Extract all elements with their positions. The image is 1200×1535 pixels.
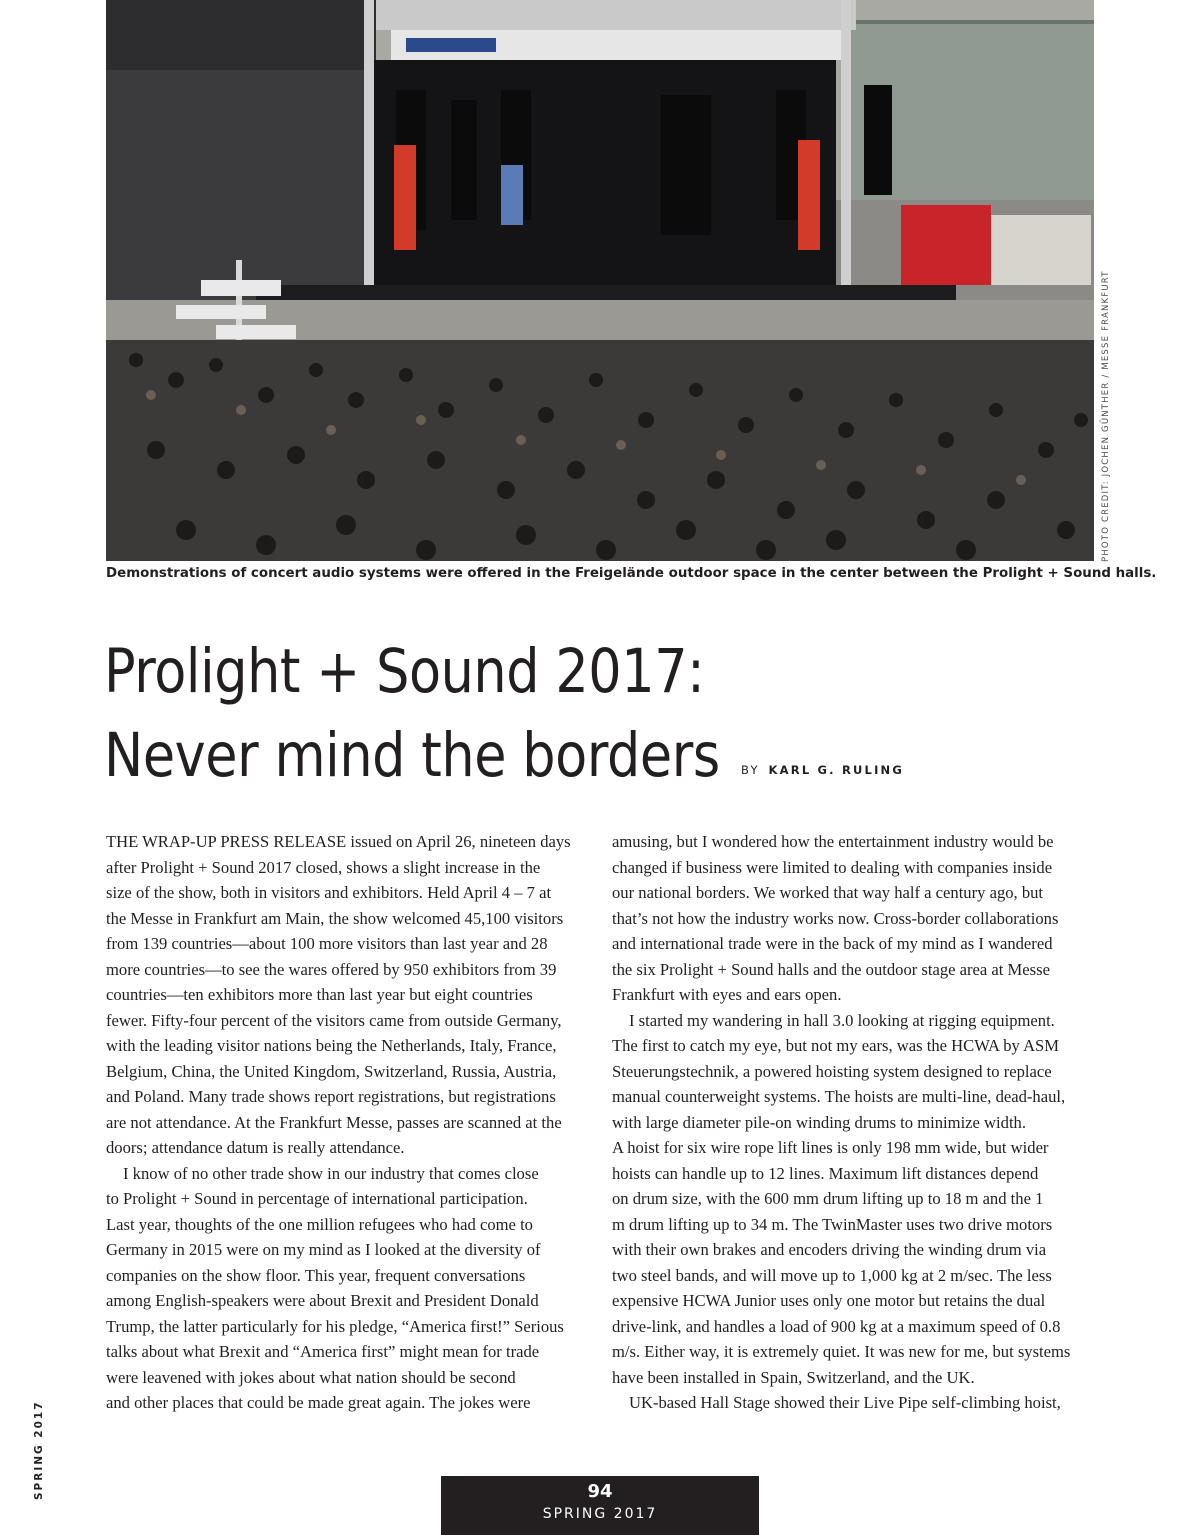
text-line: UK-based Hall Stage showed their Live Pipe self-climbing hoist, bbox=[629, 1393, 1061, 1412]
photo-caption: Demonstrations of concert audio systems were offered in the Freigelände outdoor space in the center between the Prolight + Sound halls. bbox=[106, 566, 1157, 581]
text-line: THE WRAP-UP PRESS RELEASE issued on April 26, nineteen days bbox=[106, 832, 571, 851]
text-line: two steel bands, and will move up to 1,000 kg at 2 m/sec. The less bbox=[612, 1265, 1052, 1285]
text-line: were leavened with jokes about what nation should be second bbox=[106, 1367, 516, 1387]
article-column-right bbox=[612, 829, 1097, 1416]
text-line: the Messe in Frankfurt am Main, the show welcomed 45,100 visitors bbox=[106, 908, 564, 928]
text-line: and international trade were in the back of my mind as I wandered bbox=[612, 934, 1053, 953]
text-line: Germany in 2015 were on my mind as I looked at the diversity of bbox=[106, 1240, 541, 1259]
text-line: fewer. Fifty-four percent of the visitors came from outside Germany, bbox=[106, 1010, 562, 1030]
text-line: to Prolight + Sound in percentage of international participation. bbox=[106, 1189, 528, 1208]
text-line: I started my wandering in hall 3.0 looking at rigging equipment. bbox=[629, 1010, 1055, 1030]
text-line: A hoist for six wire rope lift lines is only 198 mm wide, but wider bbox=[612, 1138, 1049, 1157]
author-name: KARL G. RULING bbox=[768, 763, 905, 777]
text-line: Frankfurt with eyes and ears open. bbox=[612, 985, 842, 1004]
text-line: I know of no other trade show in our industry that comes close bbox=[123, 1163, 539, 1183]
photo-credit: PHOTO CREDIT: JOCHEN GÜNTHER / MESSE FRANKFURT bbox=[1101, 270, 1111, 562]
article-title-line-1: Prolight + Sound 2017: bbox=[104, 636, 705, 707]
page-number: 94 bbox=[587, 1481, 613, 1502]
text-line: expensive HCWA Junior uses only one motor but retains the dual bbox=[612, 1291, 1046, 1310]
page-footer bbox=[441, 1476, 759, 1535]
byline-prefix: BY bbox=[741, 763, 760, 777]
text-line: on drum size, with the 600 mm drum lifting up to 18 m and the 1 bbox=[612, 1189, 1044, 1208]
text-line: have been installed in Spain, Switzerland, and the UK. bbox=[612, 1367, 975, 1387]
text-line: that’s not how the industry works now. Cross-border collaborations bbox=[612, 908, 1059, 928]
article-title-line-2: Never mind the borders bbox=[104, 720, 720, 791]
text-line: Belgium, China, the United Kingdom, Switzerland, Russia, Austria, bbox=[106, 1061, 557, 1081]
text-line: Steuerungstechnik, a powered hoisting system designed to replace bbox=[612, 1061, 1052, 1081]
text-line: doors; attendance datum is really attendance. bbox=[106, 1138, 405, 1157]
text-line: amusing, but I wondered how the entertainment industry would be bbox=[612, 832, 1054, 851]
text-line: with their own brakes and encoders driving the winding drum via bbox=[612, 1240, 1047, 1259]
text-line: m drum lifting up to 34 m. The TwinMaster uses two drive motors bbox=[612, 1214, 1053, 1234]
text-line: and other places that could be made great again. The jokes were bbox=[106, 1393, 531, 1412]
text-line: from 139 countries—about 100 more visitors than last year and 28 bbox=[106, 934, 548, 953]
text-line: changed if business were limited to dealing with companies inside bbox=[612, 857, 1053, 877]
text-line: more countries—to see the wares offered by 950 exhibitors from 39 bbox=[106, 959, 557, 979]
text-line: hoists can handle up to 12 lines. Maximum lift distances depend bbox=[612, 1163, 1039, 1183]
text-line: are not attendance. At the Frankfurt Messe, passes are scanned at the bbox=[106, 1112, 562, 1132]
side-issue-label: SPRING 2017 bbox=[33, 1400, 45, 1500]
text-line: our national borders. We worked that way half a century ago, but bbox=[612, 883, 1044, 902]
text-line: the six Prolight + Sound halls and the outdoor stage area at Messe bbox=[612, 959, 1050, 979]
text-line: size of the show, both in visitors and exhibitors. Held April 4 – 7 at bbox=[106, 883, 552, 902]
text-line: manual counterweight systems. The hoists are multi-line, dead-haul, bbox=[612, 1087, 1066, 1106]
article-photo bbox=[106, 0, 1094, 561]
text-line: drive-link, and handles a load of 900 kg at a maximum speed of 0.8 bbox=[612, 1316, 1061, 1336]
text-line: among English-speakers were about Brexit and President Donald bbox=[106, 1291, 539, 1310]
text-line: with the leading visitor nations being the Netherlands, Italy, France, bbox=[106, 1036, 557, 1055]
text-line: companies on the show floor. This year, frequent conversations bbox=[106, 1265, 526, 1285]
text-line: The first to catch my eye, but not my ears, was the HCWA by ASM bbox=[612, 1036, 1060, 1055]
text-line: with large diameter pile-on winding drums to minimize width. bbox=[612, 1112, 1027, 1132]
concert-stage-crowd-image bbox=[106, 0, 1094, 561]
text-line: after Prolight + Sound 2017 closed, shows a slight increase in the bbox=[106, 857, 541, 877]
byline bbox=[741, 763, 904, 777]
text-line: countries—ten exhibitors more than last year but eight countries bbox=[106, 985, 533, 1004]
footer-issue: SPRING 2017 bbox=[542, 1506, 658, 1522]
article-column-left bbox=[106, 829, 591, 1416]
text-line: talks about what Brexit and “America first” might mean for trade bbox=[106, 1342, 540, 1361]
text-line: and Poland. Many trade shows report registrations, but registrations bbox=[106, 1087, 556, 1106]
text-line: Trump, the latter particularly for his pledge, “America first!” Serious bbox=[106, 1316, 564, 1336]
text-line: m/s. Either way, it is extremely quiet. It was new for me, but systems bbox=[612, 1342, 1071, 1361]
text-line: Last year, thoughts of the one million refugees who had come to bbox=[106, 1214, 533, 1234]
article-title bbox=[104, 630, 720, 798]
